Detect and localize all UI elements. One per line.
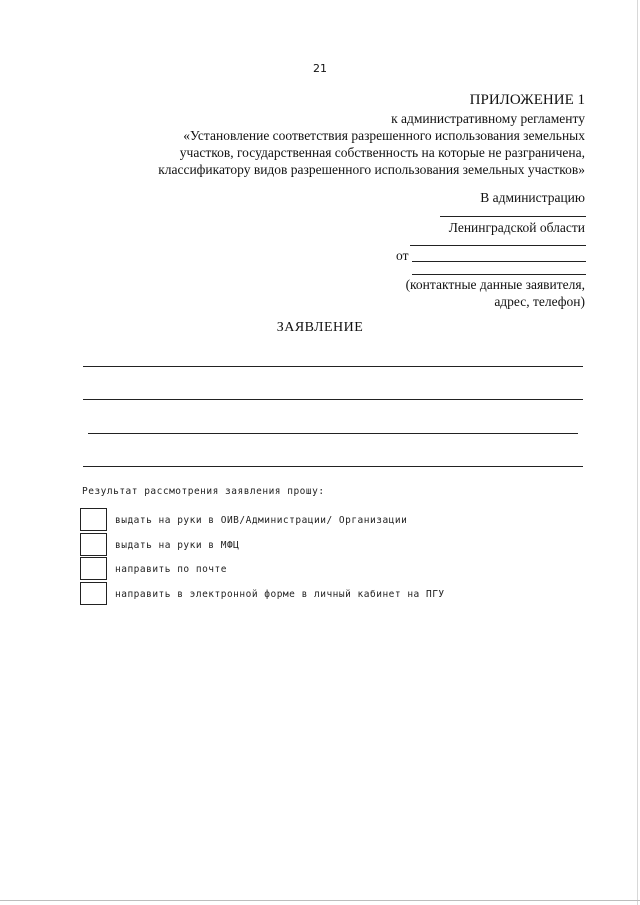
statement-text-line[interactable] [83,399,583,400]
statement-text-line[interactable] [83,366,583,367]
appendix-title: ПРИЛОЖЕНИЕ 1 [469,92,585,108]
addressee-blank-line[interactable] [440,216,586,217]
appendix-line: к административному регламенту [391,111,585,126]
appendix-line: классификатору видов разрешенного использования земельных участков» [158,162,585,177]
checkbox-oiv[interactable] [80,508,107,531]
checkbox-mfc[interactable] [80,533,107,556]
statement-text-line[interactable] [88,433,578,434]
addressee-blank-line-2[interactable] [410,245,586,246]
statement-text-line[interactable] [83,466,583,467]
page-edge-right [637,0,638,905]
option-label-mfc: выдать на руки в МФЦ [115,540,240,551]
from-label: от [396,248,409,263]
page-edge-bottom [0,900,640,901]
result-prompt: Результат рассмотрения заявления прошу: [82,486,325,497]
page-number: 21 [313,62,327,75]
statement-title: ЗАЯВЛЕНИЕ [276,320,364,335]
option-label-pgu: направить в электронной форме в личный кабинет на ПГУ [115,589,445,600]
appendix-subtitle [158,110,585,178]
contact-note-line: адрес, телефон) [494,294,585,309]
contact-note [406,276,585,310]
checkbox-pgu[interactable] [80,582,107,605]
from-blank-line-2[interactable] [412,274,586,275]
addressee-region-label: Ленинградской области [448,220,585,235]
checkbox-post[interactable] [80,557,107,580]
appendix-line: «Установление соответствия разрешенного использования земельных [183,128,585,143]
from-blank-line[interactable] [412,261,586,262]
option-label-post: направить по почте [115,564,227,575]
addressee-to-label: В администрацию [480,190,585,205]
appendix-line: участков, государственная собственность на которые не разграничена, [179,145,585,160]
contact-note-line: (контактные данные заявителя, [405,277,585,292]
option-label-oiv: выдать на руки в ОИВ/Администрации/ Организации [115,515,408,526]
